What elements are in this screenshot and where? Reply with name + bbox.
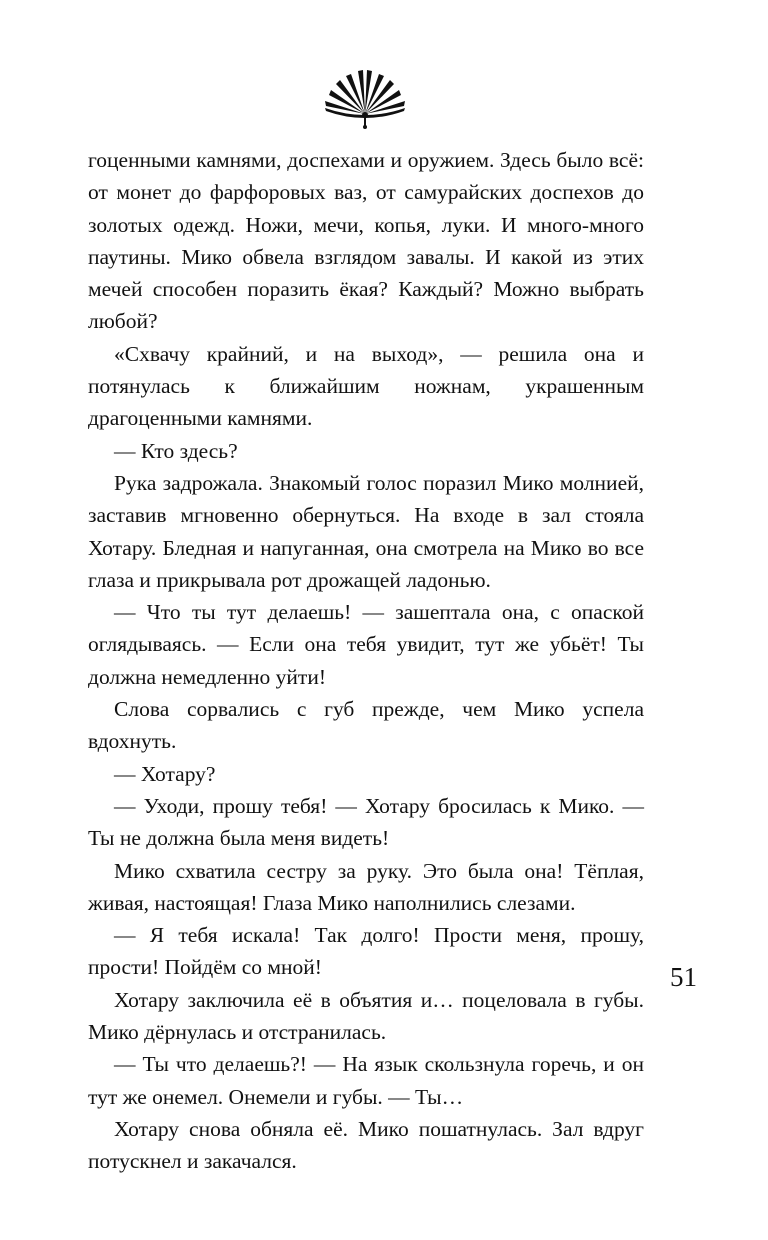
- dialogue-line: — Я тебя искала! Так долго! Прости меня, прошу, прости! Пойдём со мной!: [88, 923, 644, 980]
- paragraph: Рука задрожала. Знакомый голос поразил Мико молнией, заставив мгновенно обернуться. На входе в зал стояла Хотару. Бледная и напуганная, она смотрела на Мико во все глаза и прикрывала рот дрожащей ладонью.: [88, 470, 644, 592]
- paragraph: Хотару заключила её в объятия и… поцеловала в губы. Мико дёрнулась и отстранилась.: [88, 987, 644, 1045]
- dialogue-line: — Хотару?: [114, 761, 216, 786]
- fan-icon: [320, 68, 410, 130]
- body-text: [88, 144, 644, 1178]
- page-number: 51: [670, 962, 697, 992]
- paragraph: гоценными камнями, доспехами и оружием. Здесь было всё: от монет до фарфоровых ваз, от самурайских доспехов до золотых одежд. Ножи, мечи, копья, луки. И много-много паутины. Мико обвела взглядом завалы. И какой из этих мечей способен поразить ёкая? Каждый? Можно выбрать любой?: [88, 148, 644, 334]
- paragraph: Слова сорвались с губ прежде, чем Мико успела вдохнуть.: [88, 697, 644, 754]
- dialogue-line: — Что ты тут делаешь! — зашептала она, с опаской оглядываясь. — Если она тебя увидит, тут же убьёт! Ты должна немедленно уйти!: [88, 600, 644, 689]
- paragraph: Хотару снова обняла её. Мико пошатнулась. Зал вдруг потускнел и закачался.: [88, 1116, 644, 1174]
- paragraph: «Схвачу крайний, и на выход», — решила она и потянулась к ближайшим ножнам, украшенным драгоценными камнями.: [88, 341, 644, 431]
- paragraph: Мико схватила сестру за руку. Это была она! Тёплая, живая, настоящая! Глаза Мико наполнились слезами.: [88, 858, 644, 915]
- dialogue-line: — Кто здесь?: [114, 438, 238, 463]
- dialogue-line: — Уходи, прошу тебя! — Хотару бросилась к Мико. — Ты не должна была меня видеть!: [88, 793, 644, 851]
- dialogue-line: — Ты что делаешь?! — На язык скользнула горечь, и он тут же онемел. Онемели и губы. — Ты…: [88, 1052, 644, 1109]
